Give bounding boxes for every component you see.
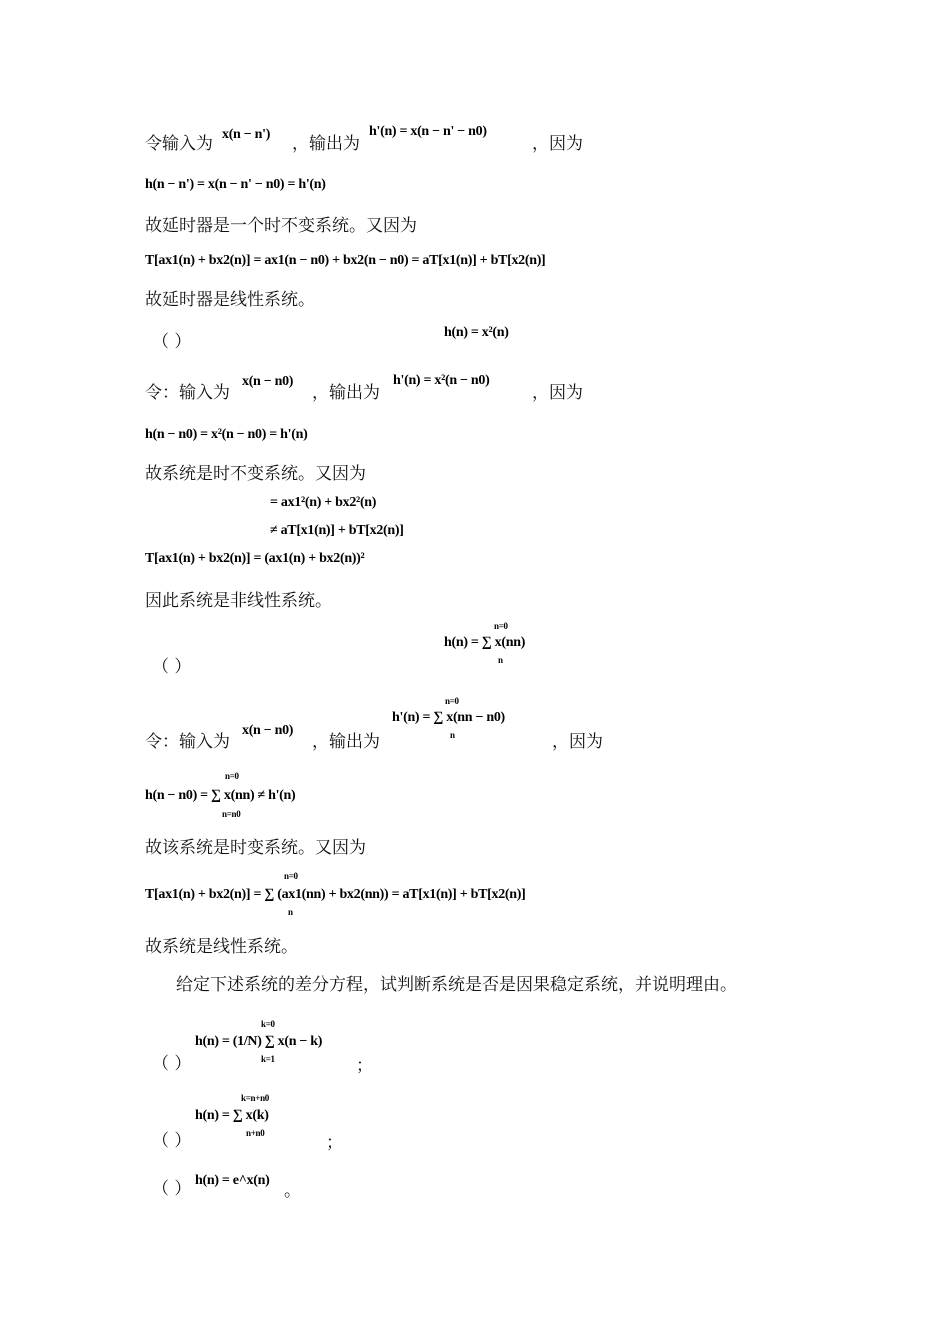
sum-output-lower-limit: n	[450, 730, 455, 740]
delay-line1-mid: ，输出为	[292, 134, 360, 154]
sum-eq1: h(n − n0) = ∑ x(nn) ≠ h'(n)	[145, 788, 296, 803]
causal-item2-paren: （ ）	[152, 1131, 192, 1151]
causal-intro: 给定下述系统的差分方程，试判断系统是否是因果稳定系统，并说明理由。	[176, 975, 737, 995]
delay-output-formula: h'(n) = x(n − n' − n0)	[369, 124, 487, 139]
causal-item1-formula: h(n) = (1/N) ∑ x(n − k)	[195, 1034, 323, 1049]
delay-eq1: h(n − n') = x(n − n' − n0) = h'(n)	[145, 177, 326, 192]
sum-eq1-lower-limit: n=n0	[222, 809, 241, 819]
square-formula: h(n) = x²(n)	[444, 325, 509, 340]
square-line-prefix: 令：输入为	[145, 383, 230, 403]
delay-text3: 故延时器是线性系统。	[145, 290, 315, 310]
delay-line1-prefix: 令输入为	[145, 134, 213, 154]
sum-paren: （ ）	[152, 657, 192, 677]
causal-item2-upper-limit: k=n+n0	[241, 1093, 269, 1103]
square-text3: 因此系统是非线性系统。	[145, 591, 332, 611]
causal-item1-upper-limit: k=0	[261, 1019, 275, 1029]
sum-formula-upper-limit: n=0	[494, 621, 508, 631]
sum-formula-lower-limit: n	[498, 655, 503, 665]
square-input-formula: x(n − n0)	[242, 374, 294, 389]
square-eq2b: ≠ aT[x1(n)] + bT[x2(n)]	[270, 523, 404, 538]
sum-eq1-upper-limit: n=0	[225, 771, 239, 781]
sum-line-mid: ，输出为	[312, 732, 380, 752]
square-text2: 故系统是时不变系统。又因为	[145, 464, 366, 484]
sum-output-upper-limit: n=0	[445, 696, 459, 706]
causal-item1-lower-limit: k=1	[261, 1054, 275, 1064]
square-line-mid: ，输出为	[312, 383, 380, 403]
sum-line-suffix: ，因为	[552, 732, 603, 752]
square-line-suffix: ，因为	[532, 383, 583, 403]
sum-text3: 故系统是线性系统。	[145, 937, 298, 957]
sum-eq2-lower-limit: n	[288, 907, 293, 917]
delay-text2: 故延时器是一个时不变系统。又因为	[145, 216, 417, 236]
causal-item3-end: 。	[284, 1181, 301, 1201]
square-eq2a: = ax1²(n) + bx2²(n)	[270, 495, 377, 510]
sum-text2: 故该系统是时变系统。又因为	[145, 838, 366, 858]
causal-item2-formula: h(n) = ∑ x(k)	[195, 1108, 269, 1123]
sum-eq2-upper-limit: n=0	[284, 871, 298, 881]
sum-line-prefix: 令：输入为	[145, 732, 230, 752]
sum-formula: h(n) = ∑ x(nn)	[444, 635, 526, 650]
causal-item2-lower-limit: n+n0	[246, 1128, 265, 1138]
delay-eq2: T[ax1(n) + bx2(n)] = ax1(n − n0) + bx2(n − n0) = aT[x1(n)] + bT[x2(n)]	[145, 253, 546, 268]
delay-input-formula: x(n − n')	[222, 127, 271, 142]
square-paren: （ ）	[152, 332, 192, 352]
square-eq1: h(n − n0) = x²(n − n0) = h'(n)	[145, 427, 308, 442]
causal-item1-paren: （ ）	[152, 1054, 192, 1074]
causal-item3-paren: （ ）	[152, 1179, 192, 1199]
causal-item3-formula: h(n) = e^x(n)	[195, 1173, 270, 1188]
causal-item2-end: ；	[326, 1133, 343, 1153]
delay-line1-suffix: ，因为	[532, 134, 583, 154]
square-output-formula: h'(n) = x²(n − n0)	[393, 373, 490, 388]
causal-item1-end: ；	[356, 1056, 373, 1076]
square-eq2c: T[ax1(n) + bx2(n)] = (ax1(n) + bx2(n))²	[145, 551, 365, 566]
sum-eq2: T[ax1(n) + bx2(n)] = ∑ (ax1(nn) + bx2(nn)) = aT[x1(n)] + bT[x2(n)]	[145, 887, 526, 902]
sum-input-formula: x(n − n0)	[242, 723, 294, 738]
sum-output-formula: h'(n) = ∑ x(nn − n0)	[392, 710, 505, 725]
